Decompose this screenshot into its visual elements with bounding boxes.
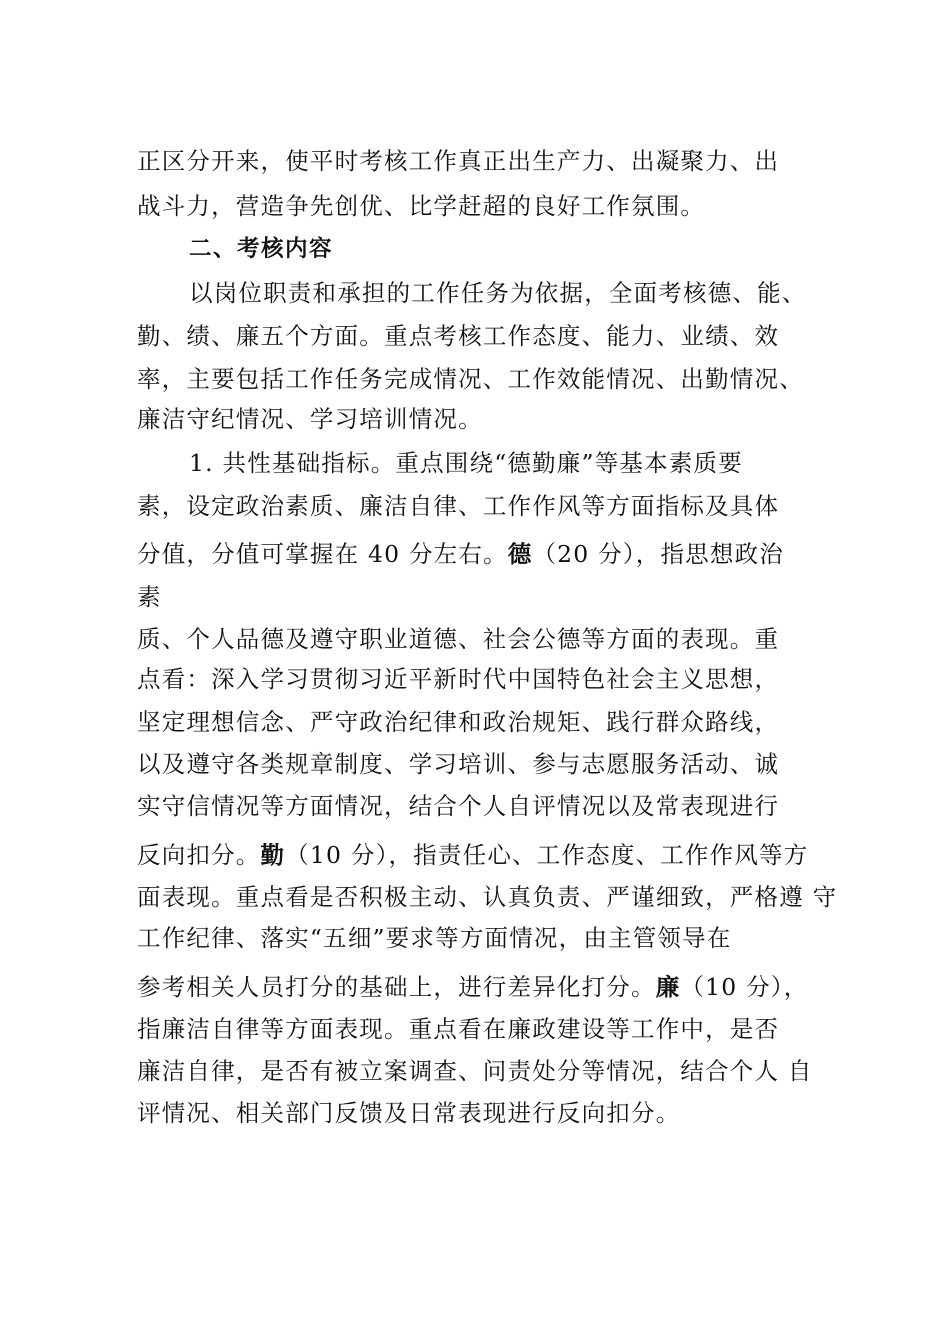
body-line: 以及遵守各类规章制度、学习培训、参与志愿服务活动、诚: [137, 750, 780, 778]
line-text: （10 分），指责任心、工作态度、工作作风等方: [285, 841, 809, 869]
body-line: 实守信情况等方面情况，结合个人自评情况以及常表现进行: [137, 792, 780, 820]
body-line: 战斗力，营造争先创优、比学赶超的良好工作氛围。: [137, 192, 706, 220]
body-line: [137, 538, 784, 570]
body-line: 素: [137, 583, 162, 611]
body-line: 面表现。重点看是否积极主动、认真负责、严谨细致，严格遵 守: [137, 883, 838, 911]
line-text: （10 分），: [680, 973, 809, 1001]
line-text: 反向扣分。: [137, 841, 261, 869]
keyword-de: 德: [507, 540, 533, 568]
body-line: [137, 971, 808, 1003]
body-line: 率，主要包括工作任务完成情况、工作效能情况、出勤情况、: [137, 365, 804, 393]
keyword-qin: 勤: [260, 841, 286, 869]
body-line: 点看：深入学习贯彻习近平新时代中国特色社会主义思想，: [137, 665, 780, 693]
body-line: 正区分开来，使平时考核工作真正出生产力、出凝聚力、出: [137, 147, 780, 175]
body-line: 廉洁自律，是否有被立案调查、问责处分等情况，结合个人 自: [137, 1057, 813, 1085]
body-line: 评情况、相关部门反馈及日常表现进行反向扣分。: [137, 1099, 681, 1127]
body-line: 坚定理想信念、严守政治纪律和政治规矩、践行群众路线，: [137, 708, 780, 736]
keyword-lian: 廉: [655, 973, 681, 1001]
body-line: 质、个人品德及遵守职业道德、社会公德等方面的表现。重: [137, 625, 780, 653]
body-line: 素，设定政治素质、廉洁自律、工作作风等方面指标及具体: [137, 492, 780, 520]
body-line: [137, 839, 808, 871]
section-heading: 二、考核内容: [189, 236, 334, 262]
body-line: 勤、绩、廉五个方面。重点考核工作态度、能力、业绩、效: [137, 322, 780, 350]
body-line: 1. 共性基础指标。重点围绕“德勤廉”等基本素质要: [189, 449, 743, 477]
line-text: 参考相关人员打分的基础上，进行差异化打分。: [137, 973, 656, 1001]
body-line: 工作纪律、落实“五细”要求等方面情况，由主管领导在: [137, 924, 732, 952]
body-line: 廉洁守纪情况、学习培训情况。: [137, 405, 483, 433]
line-text: （20 分），指思想政治: [532, 540, 784, 568]
body-line: 指廉洁自律等方面表现。重点看在廉政建设等工作中，是否: [137, 1015, 780, 1043]
body-line: 以岗位职责和承担的工作任务为依据，全面考核德、能、: [189, 279, 807, 307]
line-text: 分值，分值可掌握在 40 分左右。: [137, 540, 508, 568]
